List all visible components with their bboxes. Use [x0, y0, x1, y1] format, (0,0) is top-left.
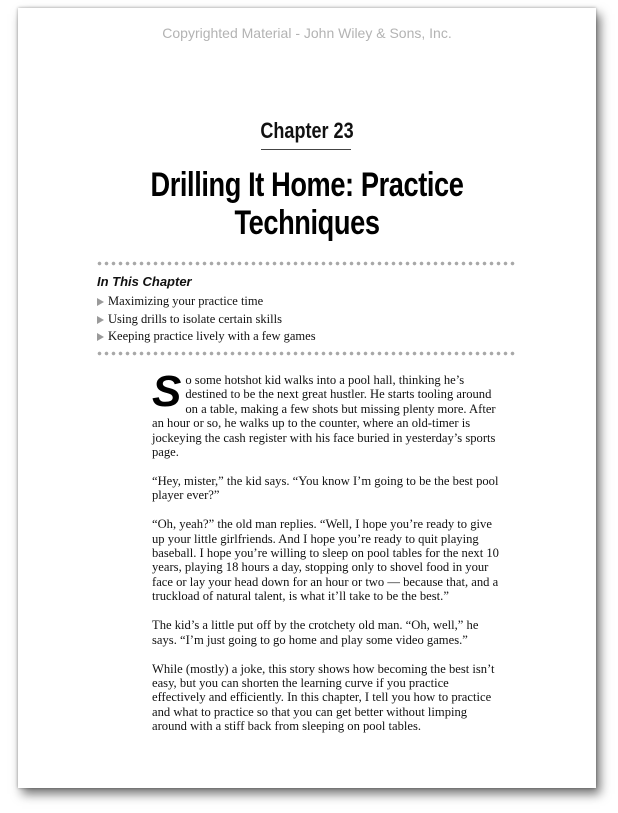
dotted-divider-bottom: [96, 351, 516, 356]
chapter-topics-list: [97, 293, 316, 346]
paragraph-5: While (mostly) a joke, this story shows how becoming the best isn’t easy, but you can shorten the learning curve if you practice effectively and efficiently. In this chapter, I tell you how to practice and what to practice so that you can get better without limping around with a stiff back from sleeping on pool tables.: [152, 661, 495, 734]
dotted-divider-top: [96, 261, 516, 266]
list-item-label: Maximizing your practice time: [108, 294, 264, 308]
paragraph-4: The kid’s a little put off by the crotchety old man. “Oh, well,” he says. “I’m just going to go home and play some video games.”: [152, 618, 479, 647]
in-this-chapter-heading: In This Chapter: [97, 274, 192, 289]
book-page: [18, 8, 596, 788]
list-item: [97, 311, 316, 329]
chapter-body: [152, 367, 504, 748]
chapter-title-line-1: Drilling It Home: Practice: [150, 166, 464, 204]
triangle-bullet-icon: [97, 298, 104, 306]
paragraph-1-text: o some hotshot kid walks into a pool hall, thinking he’s destined to be the next great hustler. He starts tooling around on a table, making a few shots but missing plenty more. After an hour or so, he walks up to the counter, where an old-timer is jockeying the cash register with his face buried in yesterday’s sports page.: [152, 373, 496, 460]
triangle-bullet-icon: [97, 316, 104, 324]
drop-cap: S: [152, 367, 182, 416]
paragraph-2: “Hey, mister,” the kid says. “You know I’m going to be the best pool player ever?”: [152, 473, 499, 503]
chapter-underline: [261, 149, 351, 150]
list-item: [97, 293, 316, 311]
list-item-label: Keeping practice lively with a few games: [108, 329, 316, 343]
list-item-label: Using drills to isolate certain skills: [108, 311, 282, 326]
paragraph-3: “Oh, yeah?” the old man replies. “Well, I hope you’re ready to give up your little girlfriends. And I hope you’re ready to quit playing baseball. I hope you’re willing to sleep on pool tables for the next 10 years, playing 18 hours a day, stopping only to shovel food in your face or lay your head down for an hour or two — because that, and a truckload of natural talent, is what it’ll take to be the best.”: [152, 517, 499, 604]
chapter-title-line-2: Techniques: [234, 204, 380, 242]
copyright-notice: Copyrighted Material - John Wiley & Sons, Inc.: [162, 25, 452, 41]
list-item: [97, 328, 316, 346]
chapter-title: [76, 166, 538, 242]
triangle-bullet-icon: [97, 333, 104, 341]
chapter-number: Chapter 23: [260, 118, 354, 143]
paragraph-1: [152, 367, 504, 460]
